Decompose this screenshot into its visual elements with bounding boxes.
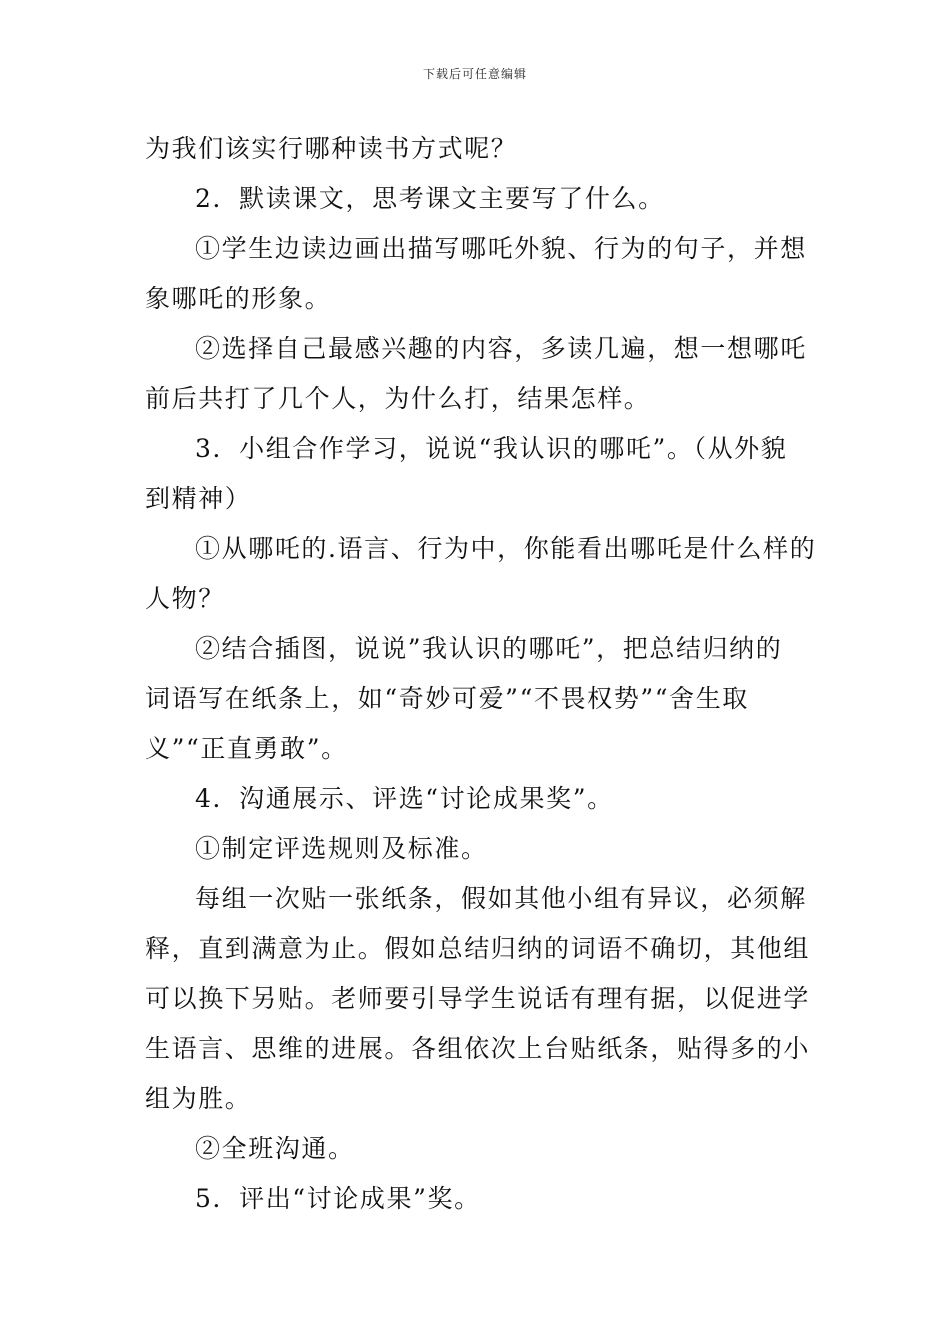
text-line: 4．沟通展示、评选“讨论成果奖”。 [195, 784, 614, 813]
text-line: 为我们该实行哪种读书方式呢？ [145, 134, 518, 163]
text-line: ①从哪吒的.语言、行为中，你能看出哪吒是什么样的 [195, 534, 817, 563]
text-line: 到精神） [145, 484, 252, 513]
text-line: 2．默读课文，思考课文主要写了什么。 [195, 184, 665, 213]
text-line: 象哪吒的形象。 [145, 284, 332, 313]
document-body [145, 124, 817, 1224]
text-line: 人物？ [145, 584, 225, 613]
page-header: 下载后可任意编辑 [422, 67, 527, 81]
text-line: 生语言、思维的进展。各组依次上台贴纸条，贴得多的小 [145, 1034, 811, 1063]
text-line: 释，直到满意为止。假如总结归纳的词语不确切，其他组 [145, 934, 811, 963]
text-line: ①学生边读边画出描写哪吒外貌、行为的句子，并想 [195, 234, 807, 263]
text-line: 词语写在纸条上，如“奇妙可爱”“不畏权势”“舍生取 [145, 684, 749, 713]
text-line: 组为胜。 [145, 1084, 252, 1113]
text-line: ②结合插图，说说”我认识的哪吒”，把总结归纳的 [195, 634, 783, 663]
text-line: ①制定评选规则及标准。 [195, 834, 488, 863]
text-line: ②选择自己最感兴趣的内容，多读几遍，想一想哪吒 [195, 334, 807, 363]
text-line: 3．小组合作学习，说说“我认识的哪吒”。（从外貌 [195, 434, 788, 463]
text-line: ②全班沟通。 [195, 1134, 355, 1163]
text-line: 前后共打了几个人，为什么打，结果怎样。 [145, 384, 651, 413]
text-line: 可以换下另贴。老师要引导学生说话有理有据，以促进学 [145, 984, 811, 1013]
text-line: 每组一次贴一张纸条，假如其他小组有异议，必须解 [195, 884, 807, 913]
text-line: 5．评出“讨论成果”奖。 [195, 1184, 481, 1213]
text-line: 义”“正直勇敢”。 [145, 734, 348, 763]
